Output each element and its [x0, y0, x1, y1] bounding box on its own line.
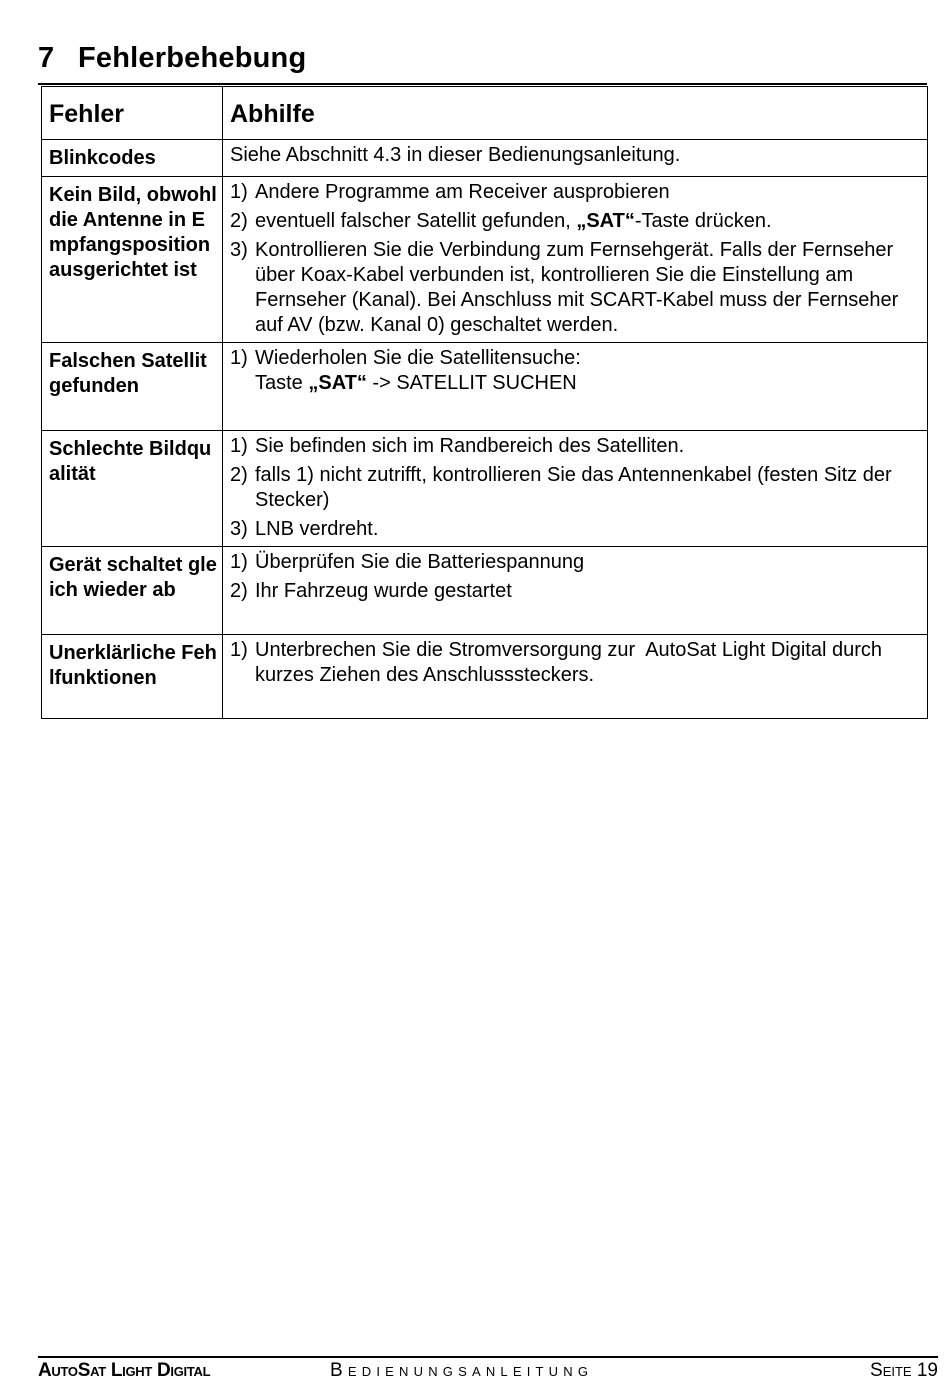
item-number: 2) [230, 464, 248, 486]
fault-cell: Gerät schaltet gleich wieder ab [42, 547, 223, 635]
troubleshooting-table [41, 86, 928, 719]
item-text: falls 1) nicht zutrifft, kontrollieren Sie das Antennenkabel (festen Sitz der Stecker) [255, 464, 892, 511]
remedy-item [230, 209, 919, 234]
item-number: 2) [230, 210, 248, 232]
item-number: 1) [230, 639, 248, 661]
remedy-item [230, 346, 919, 396]
fault-cell: Unerklärliche Fehlfunktionen [42, 635, 223, 719]
table-row [42, 140, 928, 177]
table-row [42, 547, 928, 635]
sat-key-label: „SAT“ [576, 210, 635, 232]
item-number: 3) [230, 518, 248, 540]
item-text: Taste [255, 372, 309, 394]
table-row [42, 177, 928, 343]
item-text: eventuell falscher Satellit gefunden, [255, 210, 577, 232]
remedy-cell [223, 343, 928, 431]
table-row [42, 431, 928, 547]
section-number: 7 [38, 42, 55, 74]
footer-divider [38, 1356, 938, 1358]
item-text: Sie befinden sich im Randbereich des Satelliten. [255, 435, 685, 457]
section-heading [38, 42, 306, 75]
column-header-abhilfe: Abhilfe [223, 87, 928, 140]
fault-cell: Schlechte Bildqualität [42, 431, 223, 547]
remedy-item [230, 517, 919, 542]
fault-cell: Blinkcodes [42, 140, 223, 177]
item-number: 1) [230, 551, 248, 573]
item-number: 3) [230, 239, 248, 261]
remedy-item [230, 638, 919, 688]
heading-divider [38, 83, 927, 85]
remedy-cell [223, 547, 928, 635]
item-text: Kontrollieren Sie die Verbindung zum Fernsehgerät. Falls der Fernseher über Koax-Kabel verbunden ist, kontrollieren Sie die Einstellung am Fernseher (Kanal). Bei Anschluss mit SCART-Kabel muss der Fernseher auf AV (bzw. Kanal 0) geschaltet werden. [255, 239, 899, 336]
remedy-item [230, 550, 919, 575]
item-text: -Taste drücken. [634, 210, 772, 232]
item-text: Ihr Fahrzeug wurde gestartet [255, 580, 512, 602]
fault-cell: Falschen Satellit gefunden [42, 343, 223, 431]
table-row [42, 343, 928, 431]
item-number: 2) [230, 580, 248, 602]
remedy-cell [223, 177, 928, 343]
item-text: Andere Programme am Receiver ausprobieren [255, 181, 670, 203]
section-title: Fehlerbehebung [78, 42, 307, 74]
item-text: Wiederholen Sie die Satellitensuche: [255, 347, 581, 369]
item-number: 1) [230, 181, 248, 203]
remedy-cell [223, 431, 928, 547]
table-row [42, 635, 928, 719]
item-text: Überprüfen Sie die Batteriespannung [255, 551, 585, 573]
remedy-item [230, 180, 919, 205]
item-text: Unterbrechen Sie die Stromversorgung zur AutoSat Light Digital durch kurzes Ziehen des Anschlusssteckers. [255, 639, 888, 686]
item-text: -> SATELLIT SUCHEN [366, 372, 577, 394]
remedy-text: Siehe Abschnitt 4.3 in dieser Bedienungsanleitung. [230, 144, 681, 166]
fault-cell: Kein Bild, obwohl die Antenne in Empfangsposition ausgerichtet ist [42, 177, 223, 343]
item-number: 1) [230, 347, 248, 369]
sat-key-label: „SAT“ [308, 372, 367, 394]
item-text: LNB verdreht. [255, 518, 379, 540]
remedy-item [230, 463, 919, 513]
remedy-item [230, 579, 919, 604]
table-header-row [42, 87, 928, 140]
footer-document-type: Bedienungsanleitung [330, 1360, 594, 1381]
remedy-item [230, 238, 919, 338]
footer-product-name: AutoSat Light Digital [38, 1360, 211, 1381]
remedy-cell [223, 635, 928, 719]
item-number: 1) [230, 435, 248, 457]
column-header-fehler: Fehler [42, 87, 223, 140]
remedy-item [230, 434, 919, 459]
remedy-cell [223, 140, 928, 177]
footer-page-number: Seite 19 [870, 1360, 938, 1381]
